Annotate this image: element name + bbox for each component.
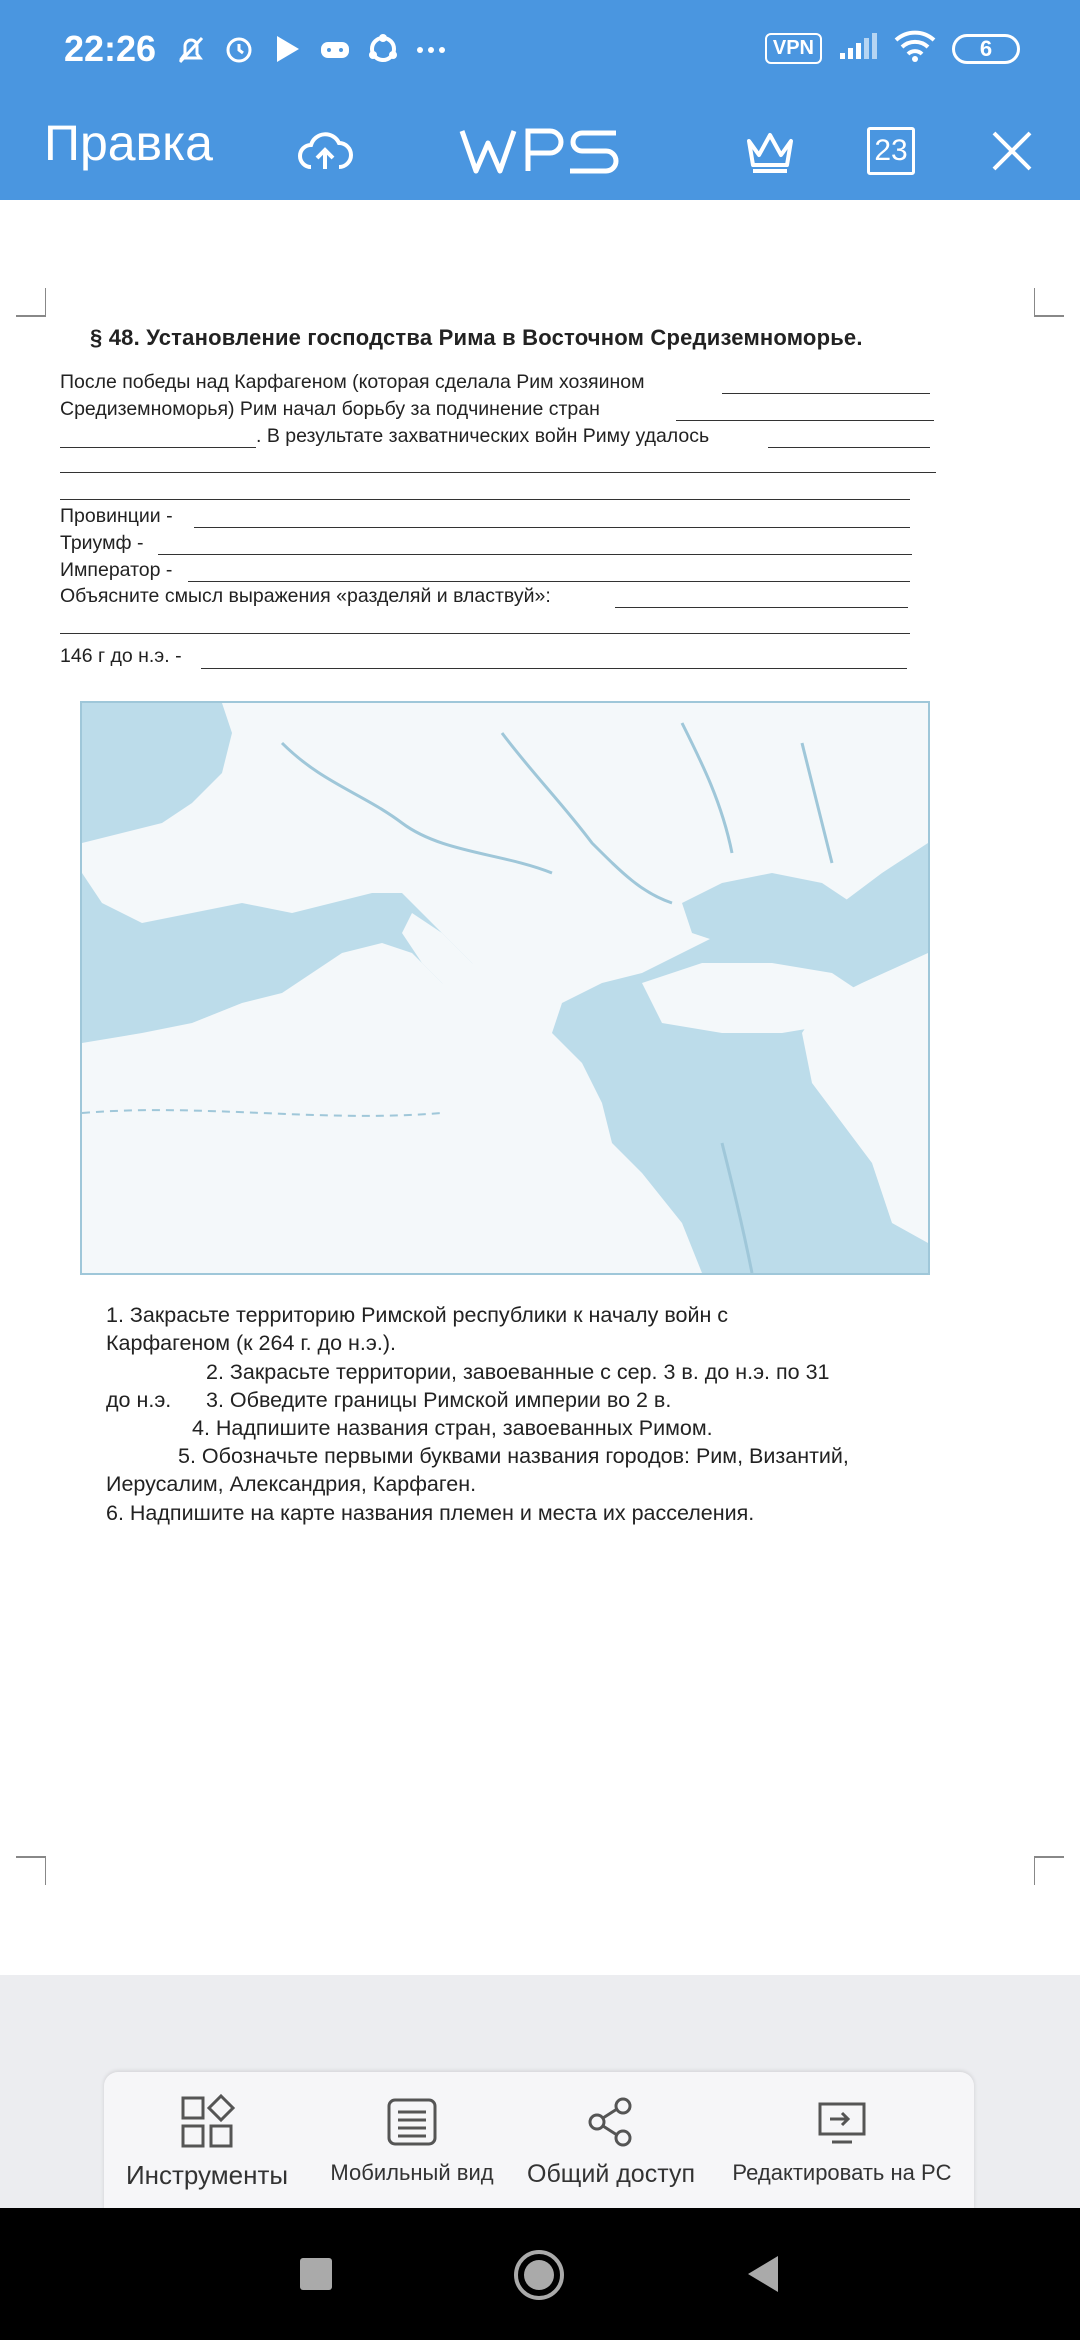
paragraph-line: После победы над Карфагеном (которая сделала Рим хозяином — [60, 371, 645, 393]
toolbar-title[interactable]: Правка — [44, 115, 213, 171]
term-line: Император - — [60, 559, 173, 581]
blank-line — [60, 472, 936, 473]
share-nodes-icon — [583, 2094, 639, 2150]
edit-on-pc-label: Редактировать на PC — [732, 2160, 952, 2185]
notifications-off-icon — [172, 30, 210, 68]
edit-on-pc-icon — [814, 2094, 870, 2150]
task-line: 5. Обозначьте первыми буквами названия городов: Рим, Византий, — [178, 1444, 849, 1468]
term-line: Провинции - — [60, 505, 173, 527]
blank-line — [722, 393, 930, 394]
blank-line — [158, 554, 912, 555]
task-line: Карфагеном (к 264 г. до н.э.). — [106, 1331, 396, 1355]
status-bar — [0, 0, 1080, 100]
mobile-view-button[interactable] — [314, 2072, 510, 2210]
task-line: 6. Надпишите на карте названия племен и места их расселения. — [106, 1501, 755, 1525]
alarm-icon — [220, 30, 258, 68]
blank-line — [194, 527, 910, 528]
page-count-button[interactable] — [864, 118, 918, 184]
cloud-upload-button[interactable] — [292, 118, 358, 184]
blank-line — [201, 668, 907, 669]
tools-label: Инструменты — [125, 2160, 289, 2190]
page-count: 23 — [867, 127, 915, 175]
doc-heading: § 48. Установление господства Рима в Восточном Средиземноморье. — [90, 325, 863, 350]
crop-mark-bottom-left — [16, 1855, 46, 1885]
status-notification-icons — [172, 30, 450, 68]
tools-grid-icon — [179, 2094, 235, 2150]
task-line: 1. Закрасьте территорию Римской республики к началу войн с — [106, 1303, 729, 1327]
share-label: Общий доступ — [527, 2160, 695, 2188]
blank-line — [60, 633, 910, 634]
crop-mark-bottom-right — [1034, 1855, 1064, 1885]
share-icon — [364, 30, 402, 68]
task-line: 2. Закрасьте территории, завоеванные с сер. 3 в. до н.э. по 31 — [206, 1360, 830, 1384]
close-button[interactable] — [986, 118, 1038, 184]
blank-line — [60, 499, 910, 500]
status-right — [765, 30, 1020, 67]
vpn-badge: VPN — [765, 33, 822, 64]
mobile-view-label: Мобильный вид — [330, 2160, 494, 2185]
map-drawing — [82, 703, 928, 1273]
task-line: 4. Надпишите названия стран, завоеванных Римом. — [192, 1416, 713, 1440]
recent-apps-icon[interactable] — [298, 2256, 334, 2292]
battery-icon: 6 — [952, 34, 1020, 64]
crown-icon — [743, 127, 797, 175]
app-toolbar — [0, 100, 1080, 200]
premium-button[interactable] — [740, 118, 800, 184]
edit-on-pc-button[interactable] — [724, 2072, 960, 2210]
blank-line — [188, 581, 910, 582]
close-icon — [990, 129, 1034, 173]
task-line: 3. Обведите границы Римской империи во 2 в. — [206, 1388, 672, 1412]
wps-logo — [458, 118, 628, 184]
mobile-view-icon — [384, 2094, 440, 2150]
app-header — [0, 0, 1080, 200]
paragraph-line: . В результате захватнических войн Риму удалось — [256, 425, 710, 447]
blank-line — [768, 447, 930, 448]
game-icon — [316, 30, 354, 68]
crop-mark-top-left — [16, 288, 46, 318]
back-icon[interactable] — [744, 2254, 780, 2294]
tools-button[interactable] — [114, 2072, 300, 2210]
play-store-icon — [268, 30, 306, 68]
task-line: до н.э. — [106, 1388, 172, 1412]
more-dots-icon — [412, 30, 450, 68]
wifi-icon — [894, 30, 936, 67]
task-line: Иерусалим, Александрия, Карфаген. — [106, 1472, 477, 1496]
cloud-upload-icon — [297, 127, 353, 175]
signal-icon — [838, 31, 878, 66]
blank-line — [60, 447, 256, 448]
home-icon[interactable] — [512, 2248, 566, 2302]
date-line: 146 г до н.э. - — [60, 645, 182, 667]
blank-line — [676, 420, 934, 421]
share-button[interactable] — [514, 2072, 708, 2210]
blank-line — [615, 607, 908, 608]
bottom-action-bar — [104, 2072, 974, 2210]
mediterranean-map — [80, 701, 930, 1275]
paragraph-line: Средиземноморья) Рим начал борьбу за подчинение стран — [60, 398, 600, 420]
document-page[interactable] — [0, 200, 1080, 1975]
system-nav-bar — [0, 2208, 1080, 2340]
status-time: 22:26 — [64, 28, 157, 69]
term-line: Триумф - — [60, 532, 144, 554]
crop-mark-top-right — [1034, 288, 1064, 318]
term-line: Объясните смысл выражения «разделяй и властвуй»: — [60, 585, 551, 607]
